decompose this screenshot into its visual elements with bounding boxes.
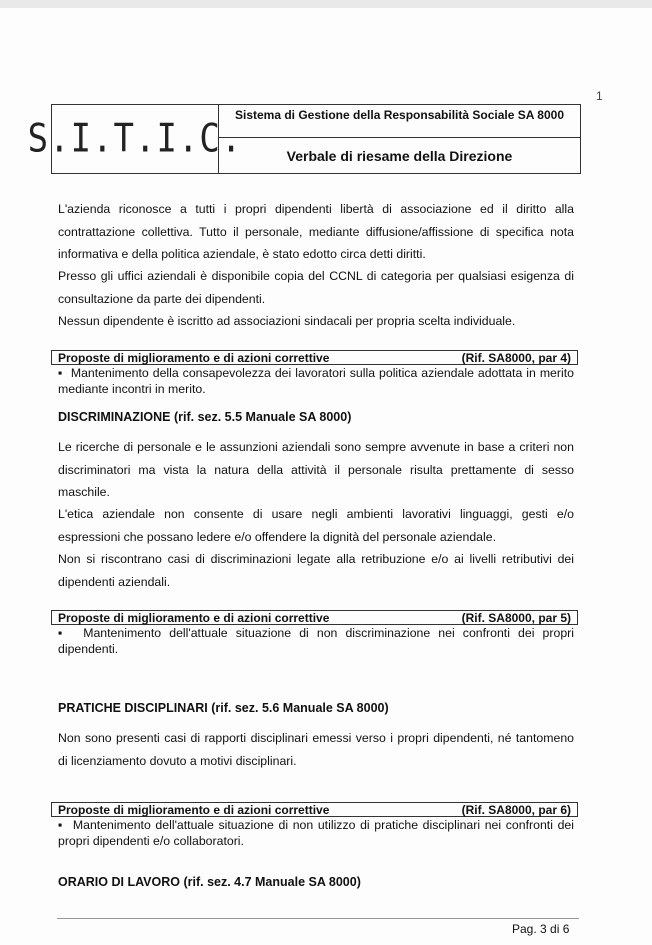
- logo-cell: [27, 105, 243, 173]
- box-1-bullet: ▪ Mantenimento della consapevolezza dei lavoratori sulla politica aziendale adottata in merito mediante incontri in merito.: [58, 366, 574, 396]
- box-2-bullet: ▪ Mantenimento dell'attuale situazione di non discriminazione nei confronti dei propri dipendenti.: [58, 626, 574, 656]
- discrimination-paragraph-1: Le ricerche di personale e le assunzioni aziendali sono sempre avvenute in base a criteri non discriminatori ma vista la natura della attività il personale risulta prettamente di sesso maschile.: [58, 440, 574, 499]
- company-logo: S.I.T.I.C.: [27, 116, 243, 162]
- section-heading-disciplinary: PRATICHE DISCIPLINARI (rif. sez. 5.6 Manuale SA 8000): [58, 701, 389, 715]
- box-reference: (Rif. SA8000, par 4): [461, 350, 571, 365]
- corrective-actions-box-2: [51, 610, 578, 625]
- box-3-bullet: ▪ Mantenimento dell'attuale situazione di non utilizzo di pratiche disciplinari nei confronti dei propri dipendenti e/o collaboratori.: [58, 818, 574, 848]
- corner-page-number: 1: [596, 89, 603, 103]
- corrective-actions-box-1: [51, 350, 578, 365]
- box-label: Proposte di miglioramento e di azioni correttive: [58, 610, 330, 625]
- intro-paragraph-1: L'azienda riconosce a tutti i propri dipendenti libertà di associazione ed il diritto alla contrattazione collettiva. Tutto il personale, mediante diffusione/affissione di specifica nota informativa e della politica aziendale, è stato edotto circa detti diritti.: [58, 202, 574, 261]
- document-header: [27, 104, 581, 174]
- discrimination-paragraph-2: L'etica aziendale non consente di usare negli ambienti lavorativi linguaggi, gesti e/o espressioni che possano ledere e/o offendere la dignità del personale aziendale.: [58, 507, 574, 544]
- document-title: Verbale di riesame della Direzione: [286, 147, 513, 164]
- box-reference: (Rif. SA8000, par 6): [461, 802, 571, 817]
- intro-paragraph-3: Nessun dipendente è iscritto ad associazioni sindacali per propria scelta individuale.: [58, 314, 516, 328]
- title-cell: [219, 105, 580, 173]
- footer-divider: [57, 918, 579, 919]
- disciplinary-paragraph-1: Non sono presenti casi di rapporti disciplinari emessi verso i propri dipendenti, né tantomeno di licenziamento dovuto a motivi disciplinari.: [58, 731, 574, 768]
- system-title: Sistema di Gestione della Responsabilità Sociale SA 8000: [219, 105, 580, 138]
- box-label: Proposte di miglioramento e di azioni correttive: [58, 802, 330, 817]
- discrimination-paragraph-3: Non si riscontrano casi di discriminazioni legate alla retribuzione e/o ai livelli retributivi dei dipendenti aziendali.: [58, 552, 574, 589]
- page-number: Pag. 3 di 6: [512, 922, 570, 936]
- box-label: Proposte di miglioramento e di azioni correttive: [58, 350, 330, 365]
- scan-top-band: [0, 0, 652, 8]
- corrective-actions-box-3: [51, 802, 578, 817]
- intro-paragraph-2: Presso gli uffici aziendali è disponibile copia del CCNL di categoria per qualsiasi esigenza di consultazione da parte dei dipendenti.: [58, 269, 574, 306]
- section-heading-working-hours: ORARIO DI LAVORO (rif. sez. 4.7 Manuale SA 8000): [58, 875, 361, 889]
- box-reference: (Rif. SA8000, par 5): [461, 610, 571, 625]
- section-heading-discrimination: DISCRIMINAZIONE (rif. sez. 5.5 Manuale SA 8000): [58, 410, 352, 424]
